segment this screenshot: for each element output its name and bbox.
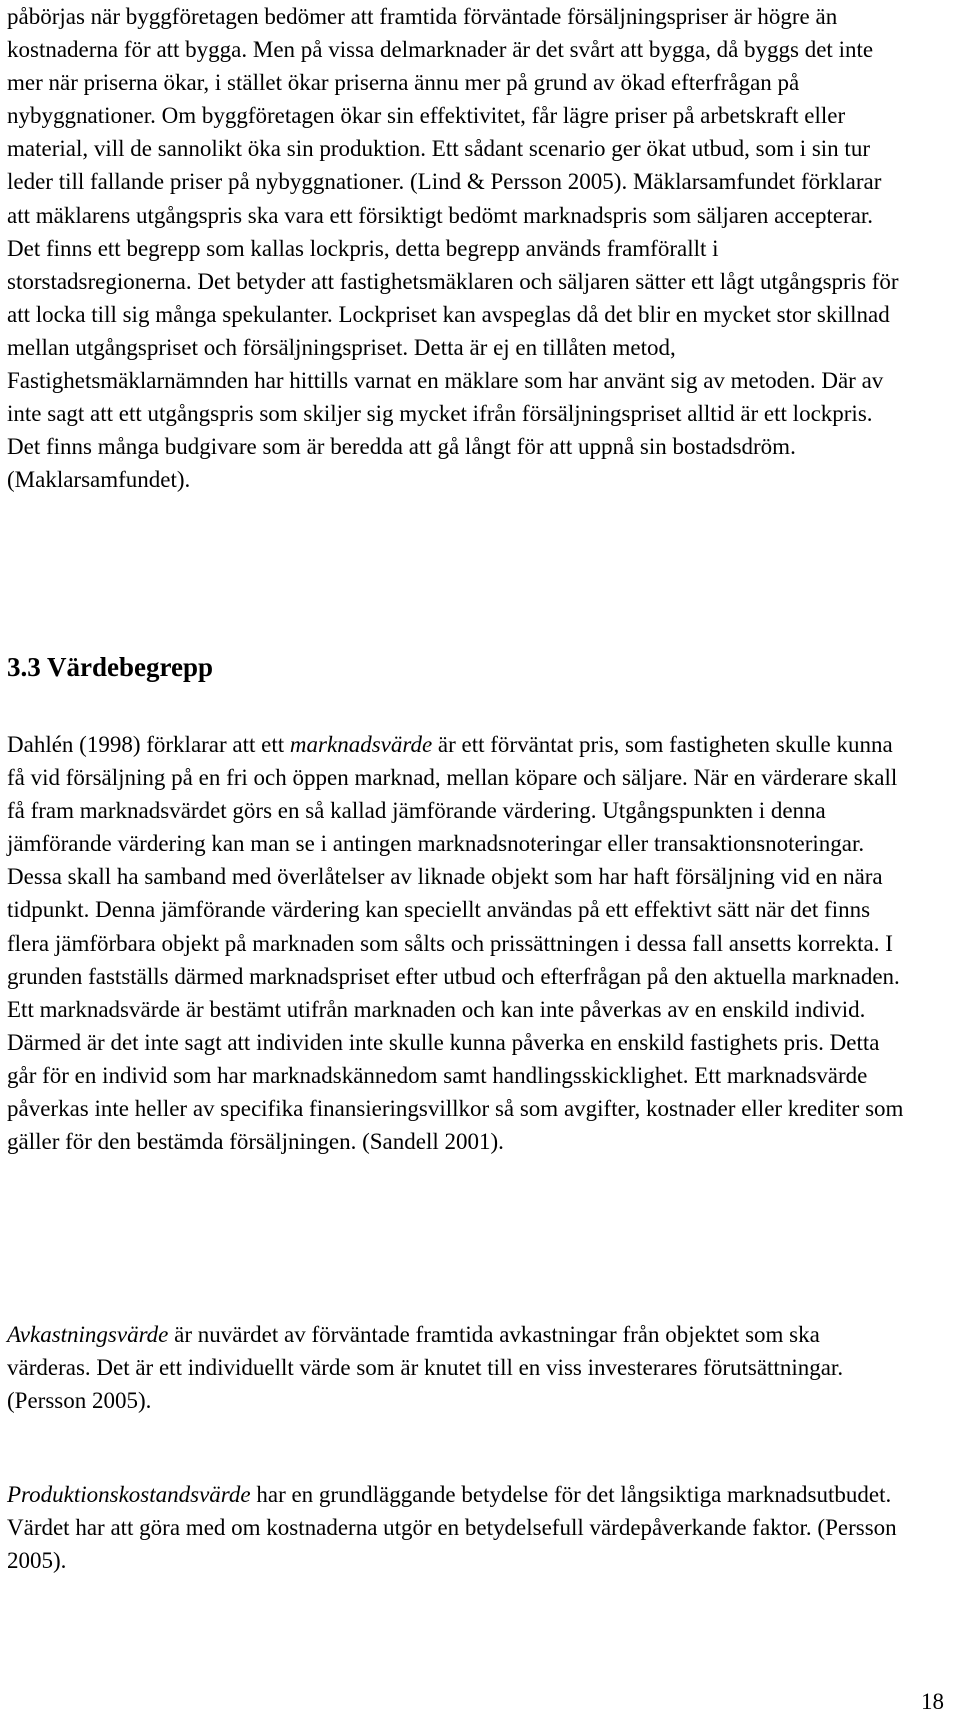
- paragraph-3-body: är nuvärdet av förväntade framtida avkastningar från objektet som ska värderas. Det är ett individuellt värde som är knutet till en viss investerares förutsättningar.: [7, 1322, 844, 1381]
- paragraph-2-intro: Dahlén (1998) förklarar att ett: [7, 732, 290, 757]
- section-heading: 3.3 Värdebegrepp: [7, 652, 214, 682]
- term-avkastningsvarde: Avkastningsvärde: [7, 1322, 169, 1347]
- paragraph-production-cost-value: [7, 1478, 907, 1577]
- term-marknadsvarde: marknadsvärde: [289, 732, 433, 757]
- paragraph-yield-value: [7, 1318, 907, 1417]
- page-number: 18: [921, 1689, 944, 1714]
- paragraph-3-citation: (Persson 2005).: [7, 1388, 152, 1414]
- paragraph-market-value: [7, 728, 907, 1158]
- paragraph-market-supply: påbörjas när byggföretagen bedömer att framtida förväntade försäljningspriser är högre än kostnaderna för att bygga. Men på vissa delmarknader är det svårt att bygga, då byggs det inte mer när priserna ökar, i stället ökar priserna ännu mer på grund av ökad efterfrågan på nybyggnationer. Om byggföretagen ökar sin effektivitet, får lägre priser på arbetskraft eller material, vill de sannolikt öka sin produktion. Ett sådant scenario ger ökat utbud, som i sin tur leder till fallande priser på nybyggnationer. (Lind & Persson 2005). Mäklarsamfundet förklarar att mäklarens utgångspris ska vara ett försiktigt bedömt marknadspris som säljaren accepterar. Det finns ett begrepp som kallas lockpris, detta begrepp används framförallt i storstadsregionerna. Det betyder att fastighetsmäklaren och säljaren sätter ett lågt utgångspris för att locka till sig många spekulanter. Lockpriset kan avspeglas då det blir en mycket stor skillnad mellan utgångspriset och försäljningspriset. Detta är ej en tillåten metod, Fastighetsmäklarnämnden har hittills varnat en mäklare som har använt sig av metoden. Där av inte sagt att ett utgångspris som skiljer sig mycket ifrån försäljningspriset alltid är ett lockpris. Det finns många budgivare som är beredda att gå långt för att uppnå sin bostadsdröm. (Maklarsamfundet).: [7, 4, 899, 493]
- paragraph-2-body: är ett förväntat pris, som fastigheten skulle kunna få vid försäljning på en fri och öppen marknad, mellan köpare och säljare. När en värderare skall få fram marknadsvärdet görs en så kallad jämförande värdering. Utgångspunkten i denna jämförande värdering kan man se i antingen marknadsnoteringar eller transaktionsnoteringar. Dessa skall ha samband med överlåtelser av liknade objekt som har haft försäljning vid en nära tidpunkt. Denna jämförande värdering kan speciellt användas på ett effektivt sätt när det finns flera jämförbara objekt på marknaden som sålts och prissättningen i dessa fall ansetts korrekta. I grunden fastställs därmed marknadspriset efter utbud och efterfrågan på den aktuella marknaden. Ett marknadsvärde är bestämt utifrån marknaden och kan inte påverkas av en enskild individ. Därmed är det inte sagt att individen inte skulle kunna påverka en enskild fastighets pris. Detta går för en individ som har marknadskännedom samt handlingsskicklighet. Ett marknadsvärde påverkas inte heller av specifika finansieringsvillkor så som avgifter, kostnader eller krediter som gäller för den bestämda försäljningen. (Sandell 2001).: [7, 732, 904, 1155]
- paragraph-4-body: har en grundläggande betydelse för det långsiktiga marknadsutbudet. Värdet har att göra med om kostnaderna utgör en betydelsefull värdepåverkande faktor. (Persson 2005).: [7, 1482, 897, 1574]
- term-produktionskostandsvarde: Produktionskostandsvärde: [7, 1482, 251, 1507]
